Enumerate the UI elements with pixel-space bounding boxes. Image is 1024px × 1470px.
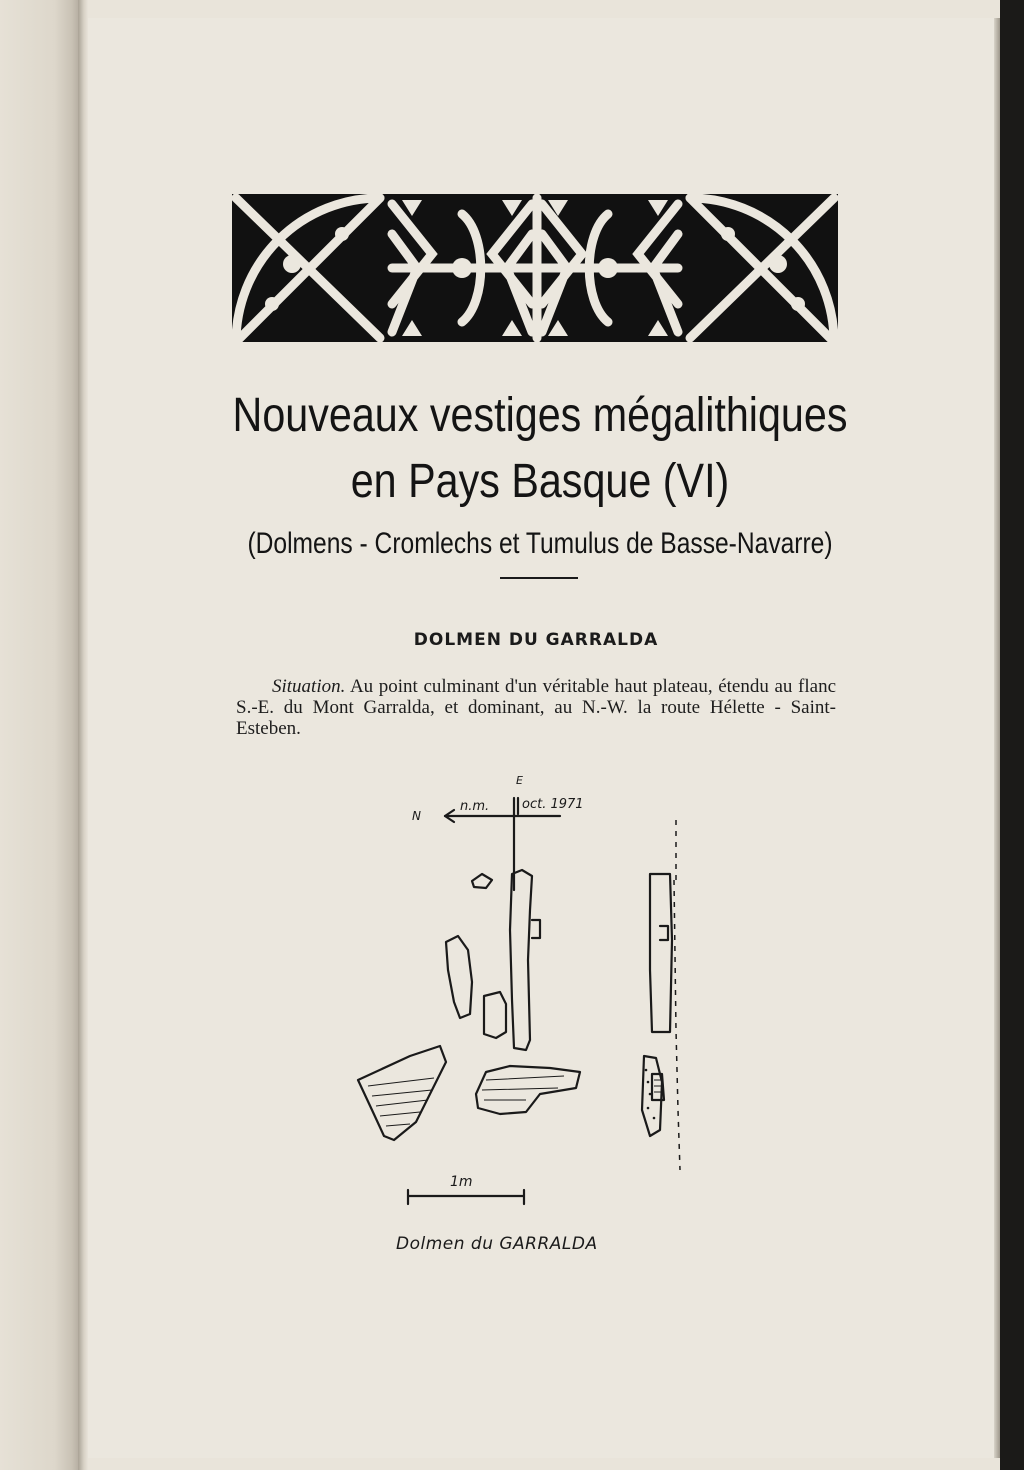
decorative-ornament-band xyxy=(232,194,838,342)
title-rule xyxy=(500,577,578,579)
sketch-north-label: N xyxy=(412,809,421,823)
dolmen-plan-sketch xyxy=(350,770,690,1260)
page-edge xyxy=(994,18,1000,1458)
title-line-1: Nouveaux vestiges mégalithiques xyxy=(232,389,848,442)
situation-text: Au point culminant d'un véritable haut plateau, étendu au flanc S.-E. du Mont Garralda, et dominant, au N.-W. la route Hélette - Saint-Esteben. xyxy=(236,676,836,739)
situation-label: Situation. xyxy=(272,676,346,697)
left-page-edge xyxy=(0,0,78,1470)
sketch-mag-label: n.m. xyxy=(460,799,490,814)
book-gutter xyxy=(78,0,88,1470)
sketch-scale-label: 1m xyxy=(450,1174,473,1190)
sketch-caption: Dolmen du GARRALDA xyxy=(396,1234,598,1254)
situation-paragraph xyxy=(236,676,836,739)
section-heading: DOLMEN DU GARRALDA xyxy=(413,630,659,650)
subtitle: (Dolmens - Cromlechs et Tumulus de Basse-Navarre) xyxy=(247,527,833,560)
title-line-2: en Pays Basque (VI) xyxy=(350,455,730,508)
sketch-date-label: oct. 1971 xyxy=(522,797,584,812)
sketch-east-label: E xyxy=(516,774,523,787)
